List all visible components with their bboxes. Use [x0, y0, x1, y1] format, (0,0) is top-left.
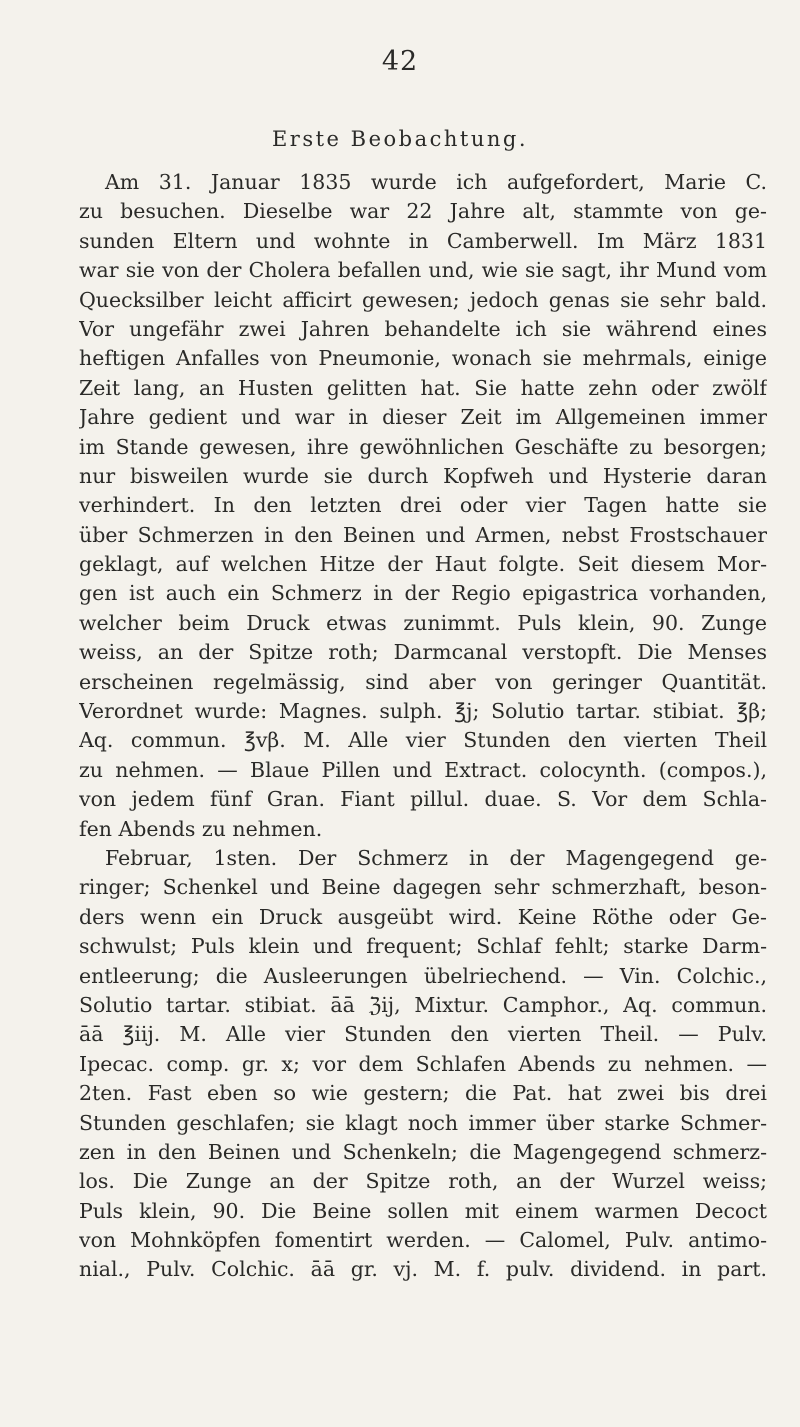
text-line: Stunden geschlafen; sie klagt noch immer über starke Schmer- [79, 1110, 767, 1135]
text-line: sunden Eltern und wohnte in Camberwell. Im März 1831 [79, 228, 767, 253]
text-line: gen ist auch ein Schmerz in der Regio epigastrica vorhanden, [79, 581, 767, 606]
text-line: ringer; Schenkel und Beine dagegen sehr schmerzhaft, beson- [79, 875, 767, 900]
body-text [79, 168, 767, 1285]
text-line: entleerung; die Ausleerungen übelriechend. — Vin. Colchic., [79, 963, 767, 988]
page-number: 42 [381, 46, 419, 77]
text-line: schwulst; Puls klein und frequent; Schlaf fehlt; starke Darm- [79, 934, 767, 959]
text-line: zen in den Beinen und Schenkeln; die Magengegend schmerz- [79, 1139, 767, 1164]
text-line: erscheinen regelmässig, sind aber von geringer Quantität. [79, 669, 767, 694]
section-title: Erste Beobachtung. [271, 127, 529, 151]
text-line: Verordnet wurde: Magnes. sulph. ℥j; Solutio tartar. stibiat. ℥β; [79, 699, 767, 724]
text-line: zu nehmen. — Blaue Pillen und Extract. colocynth. (compos.), [79, 757, 767, 782]
text-line: verhindert. In den letzten drei oder vier Tagen hatte sie [79, 493, 767, 518]
text-line: war sie von der Cholera befallen und, wie sie sagt, ihr Mund vom [79, 258, 767, 283]
text-line: Aq. commun. ℥vβ. M. Alle vier Stunden den vierten Theil [79, 728, 767, 753]
text-line: los. Die Zunge an der Spitze roth, an der Wurzel weiss; [79, 1169, 767, 1194]
text-line: 2ten. Fast eben so wie gestern; die Pat. hat zwei bis drei [79, 1081, 767, 1106]
text-line: ders wenn ein Druck ausgeübt wird. Keine Röthe oder Ge- [79, 904, 767, 929]
text-line: Am 31. Januar 1835 wurde ich aufgefordert, Marie C. [105, 170, 767, 194]
text-line: āā ℥iij. M. Alle vier Stunden den vierten Theil. — Pulv. [79, 1022, 767, 1047]
text-line: Zeit lang, an Husten gelitten hat. Sie hatte zehn oder zwölf [79, 375, 767, 400]
text-line: nur bisweilen wurde sie durch Kopfweh und Hysterie daran [79, 463, 767, 488]
text-line: Februar, 1sten. Der Schmerz in der Magengegend ge- [105, 845, 767, 870]
text-line: Solutio tartar. stibiat. āā ℨij, Mixtur. Camphor., Aq. commun. [79, 992, 767, 1017]
text-line: Puls klein, 90. Die Beine sollen mit einem warmen Decoct [79, 1198, 767, 1223]
text-line: geklagt, auf welchen Hitze der Haut folgte. Seit diesem Mor- [79, 552, 767, 577]
text-line: Ipecac. comp. gr. x; vor dem Schlafen Abends zu nehmen. — [79, 1051, 767, 1076]
text-line: über Schmerzen in den Beinen und Armen, nebst Frostschauer [79, 522, 767, 547]
text-line: fen Abends zu nehmen. [79, 816, 323, 841]
text-line: welcher beim Druck etwas zunimmt. Puls klein, 90. Zunge [79, 610, 767, 635]
text-line: weiss, an der Spitze roth; Darmcanal verstopft. Die Menses [79, 640, 767, 665]
text-line: Jahre gedient und war in dieser Zeit im Allgemeinen immer [79, 405, 767, 430]
text-line: von jedem fünf Gran. Fiant pillul. duae. S. Vor dem Schla- [79, 787, 767, 812]
text-line: von Mohnköpfen fomentirt werden. — Calomel, Pulv. antimo- [79, 1228, 767, 1253]
text-line: im Stande gewesen, ihre gewöhnlichen Geschäfte zu besorgen; [79, 434, 767, 459]
text-line: heftigen Anfalles von Pneumonie, wonach sie mehrmals, einige [79, 346, 767, 371]
text-line: zu besuchen. Dieselbe war 22 Jahre alt, stammte von ge- [79, 199, 767, 224]
text-line: nial., Pulv. Colchic. āā gr. vj. M. f. pulv. dividend. in part. [79, 1257, 767, 1282]
text-line: Quecksilber leicht afficirt gewesen; jedoch genas sie sehr bald. [79, 287, 767, 312]
text-line: Vor ungefähr zwei Jahren behandelte ich sie während eines [79, 316, 767, 341]
